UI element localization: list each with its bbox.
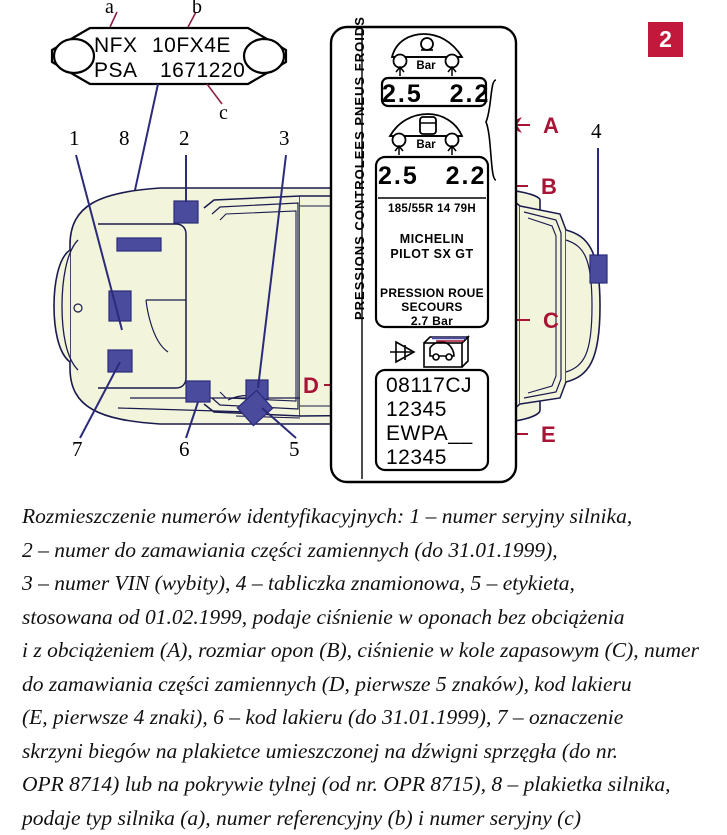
callout-b: b [192,0,202,19]
spare-wheel-label-line1: PRESSION ROUE [374,286,490,300]
callout-3: 3 [279,126,290,151]
spare-wheel-pressure: 2.7 Bar [374,314,490,328]
marker-8 [117,238,161,251]
bar-caption-loaded: Bar [406,139,446,151]
marker-4 [590,255,607,283]
callout-1: 1 [69,126,80,151]
callout-c: c [219,102,228,125]
caption-line: 2 – numer do zamawiania części zamiennych (do 31.01.1999), [22,534,712,568]
caption-line: Rozmieszczenie numerów identyfikacyjnych: 1 – numer seryjny silnika, [22,500,712,534]
caption-line: i z obciążeniem (A), rozmiar opon (B), ciśnienie w kole zapasowym (C), numer [22,634,712,668]
page-number-badge: 2 [648,22,683,57]
pressures-unloaded: 2.5 2.2 [382,80,486,109]
callout-8: 8 [119,126,130,151]
tyre-label-vertical-text: PRESSIONS CONTROLEES PNEUS FROIDS [352,16,367,320]
caption-line: stosowana od 01.02.1999, podaje ciśnienie w oponach bez obciążenia [22,601,712,635]
marker-6 [186,381,210,402]
red-label-c: C [543,308,559,334]
red-label-b: B [541,174,557,200]
figure-caption [22,500,712,835]
engine-type-code: NFX [94,34,138,58]
caption-line: (E, pierwsze 4 znaki), 6 – kod lakieru (do 31.01.1999), 7 – oznaczenie [22,701,712,735]
tyre-brand: MICHELIN [378,232,486,247]
caption-line: do zamawiania części zamiennych (D, pierwsze 5 znaków), kod lakieru [22,668,712,702]
callout-7: 7 [72,437,83,462]
bar-caption-unloaded: Bar [406,60,446,72]
caption-line: skrzyni biegów na plakietce umieszczonej na dźwigni sprzęgła (do nr. [22,735,712,769]
red-label-a: A [543,113,559,139]
callout-a: a [105,0,114,19]
tyre-size: 185/55R 14 79H [378,203,486,215]
engine-reference-number: 10FX4E [152,34,231,58]
red-label-d: D [303,373,319,399]
code-box-line-1: 08117CJ [386,374,490,398]
red-label-e: E [541,422,556,448]
callout-6: 6 [179,437,190,462]
caption-line: OPR 8714) lub na pokrywie tylnej (od nr. OPR 8715), 8 – plakietka silnika, [22,768,712,802]
callout-4: 4 [591,119,602,144]
caption-line: podaje typ silnika (a), numer referencyjny (b) i numer seryjny (c) [22,802,712,835]
code-box-line-4: 12345 [386,446,490,470]
callout-5: 5 [289,437,300,462]
code-box-line-3: EWPA__ [386,422,490,446]
pressures-loaded: 2.5 2.2 [378,162,486,191]
caption-line: 3 – numer VIN (wybity), 4 – tabliczka znamionowa, 5 – etykieta, [22,567,712,601]
callout-2: 2 [179,126,190,151]
engine-plate-shape [52,12,286,104]
marker-2 [174,201,198,223]
car-top-view [54,188,600,424]
tyre-model: PILOT SX GT [378,247,486,262]
code-box-line-2: 12345 [386,398,490,422]
spare-wheel-label-line2: SECOURS [374,300,490,314]
engine-serial-number: 1671220 [160,59,245,83]
marker-7 [108,350,132,372]
engine-maker-psa: PSA [94,59,138,83]
